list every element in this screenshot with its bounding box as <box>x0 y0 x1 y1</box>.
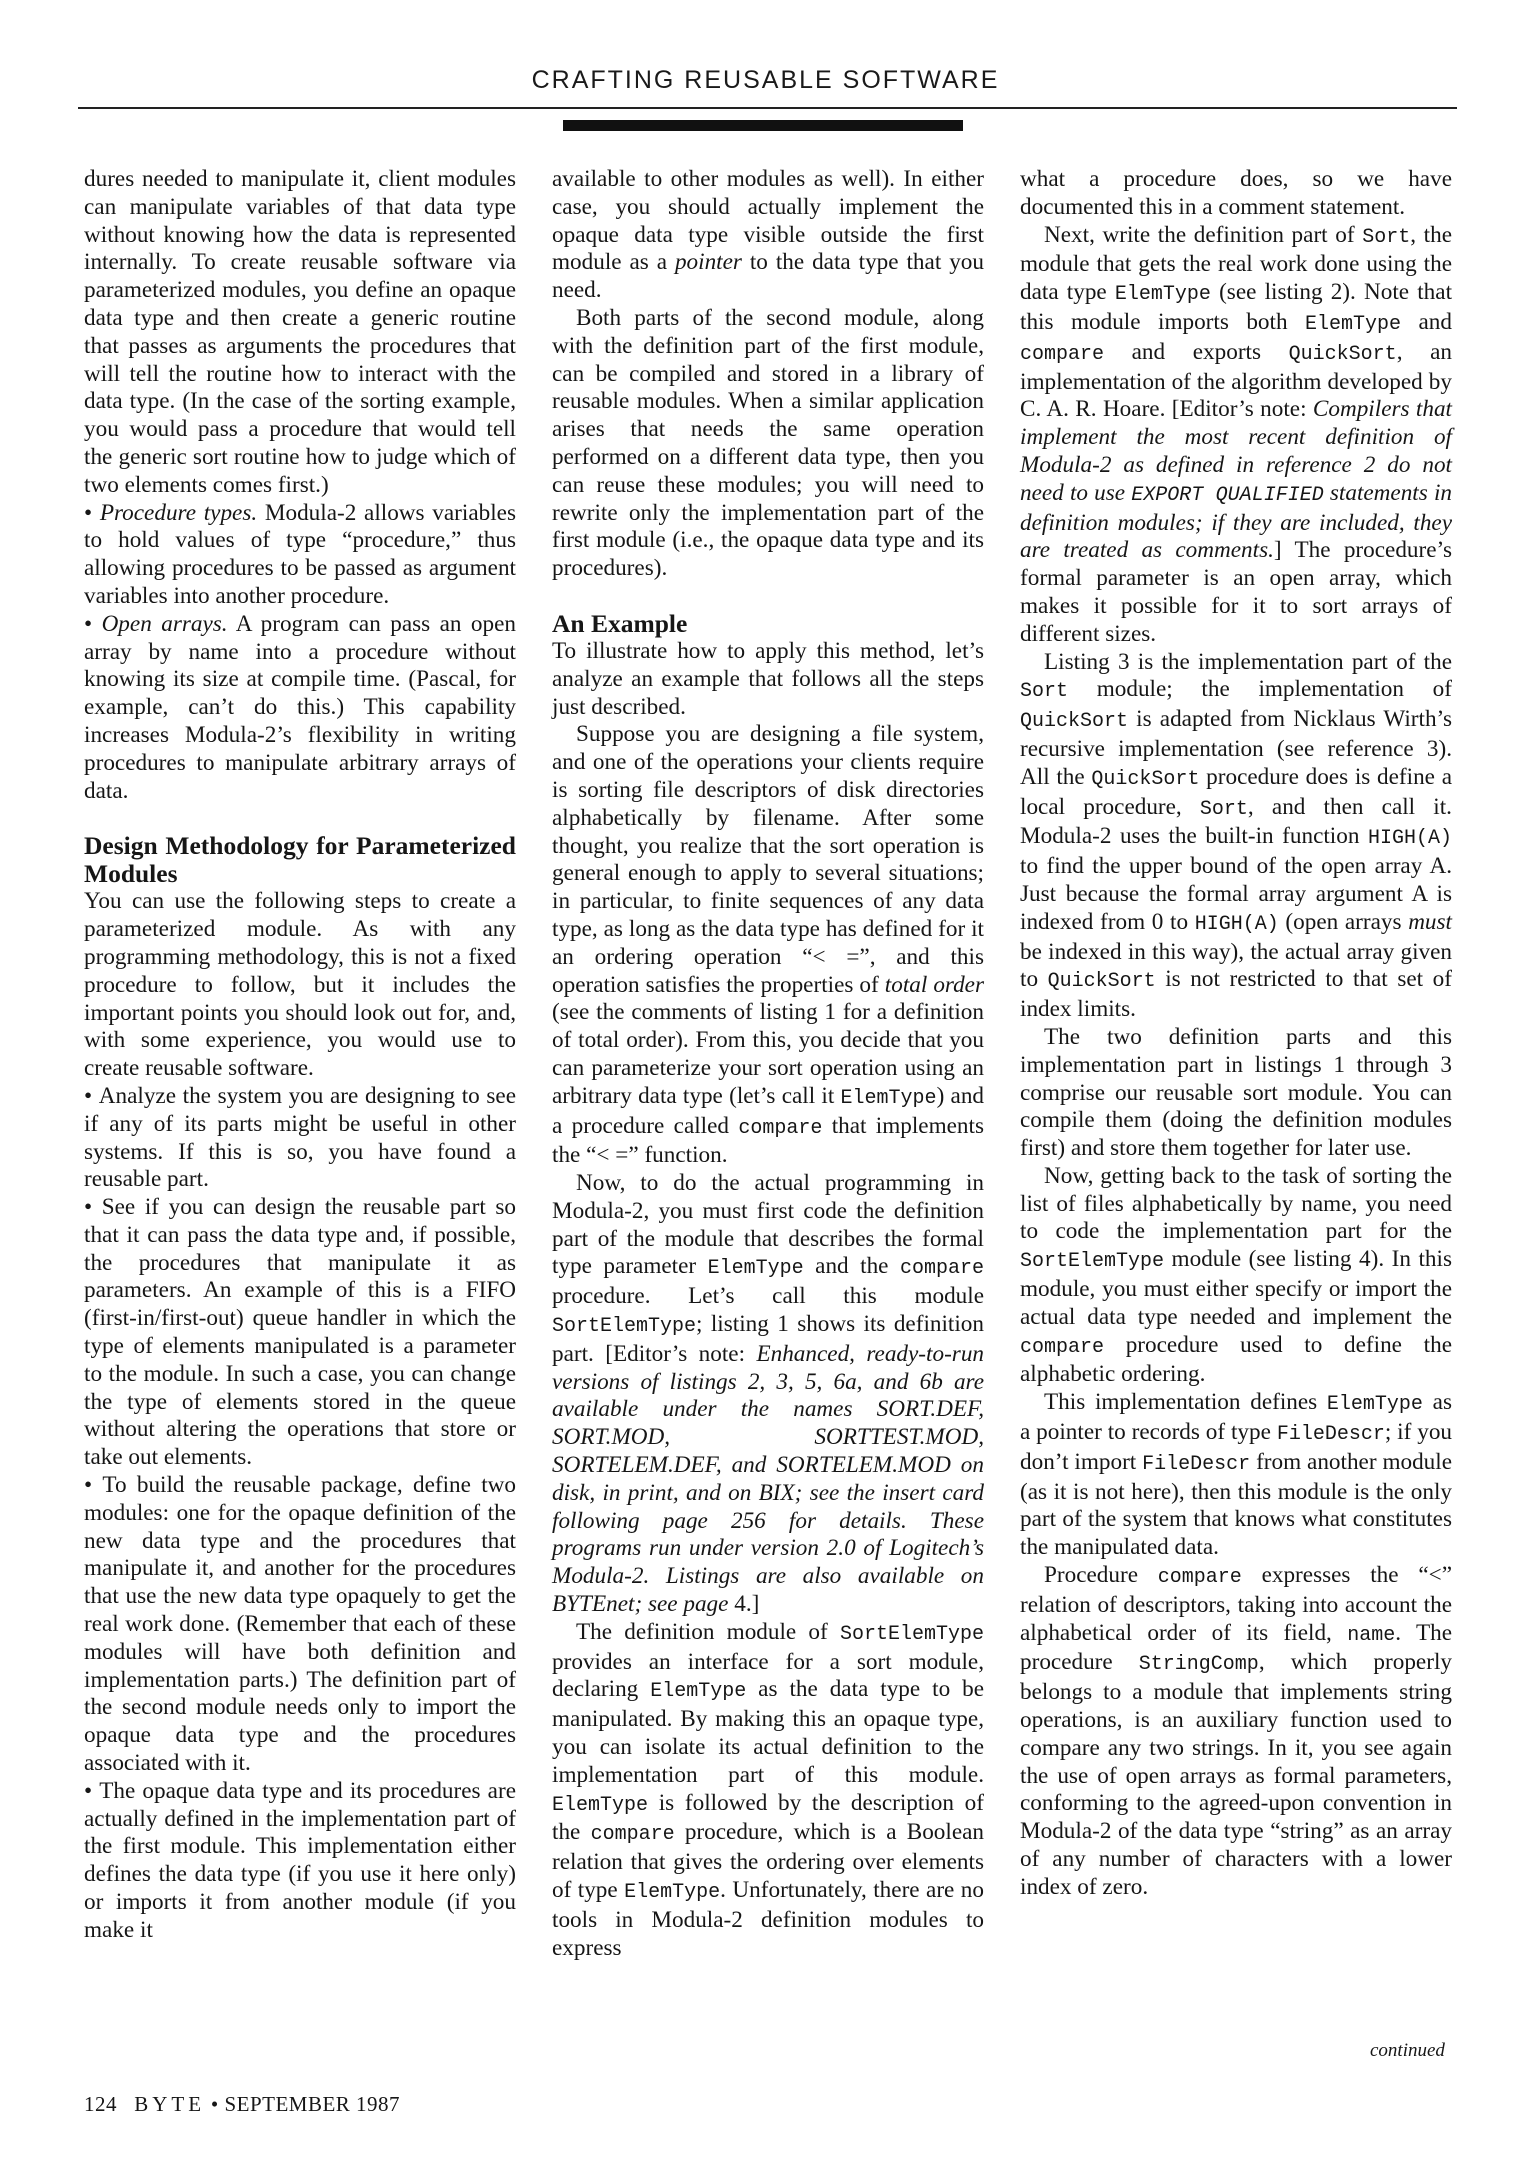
page-number: 124 <box>84 2092 117 2116</box>
continued-label: continued <box>1370 2040 1445 2061</box>
paragraph: You can use the following steps to create a parameterized module. As with any programming methodology, this is not a fixed procedure to follow, but it includes the important points you should look out for, and, with some experience, you would use to create reusable software. <box>84 888 516 1082</box>
magazine-name: BYTE <box>134 2092 206 2116</box>
bullet-item: • To build the reusable package, define two modules: one for the opaque definition of the new data type and the procedures that manipulate it, and another for the procedures that use the new data type opaquely to get the real work done. (Remember that each of these modules will have both definition and implementation parts.) The definition part of the second module needs only to import the opaque data type and the procedures associated with it. <box>84 1472 516 1778</box>
paragraph: Next, write the definition part of Sort, the module that gets the real work done using the data type ElemType (see listing 2). Note that this module imports both ElemType and compare and exports QuickSort, an implementation of the algorithm developed by C. A. R. Hoare. [Editor’s note: Compilers that implement the most recent definition of Modula-2 as defined in reference 2 do not need to use EXPORT QUALIFIED statements in definition modules; if they are included, they are treated as comments.] The procedure’s formal parameter is an open array, which makes it possible for it to sort arrays of different sizes. <box>1020 221 1453 647</box>
bullet-icon <box>84 1194 102 1220</box>
paragraph: To illustrate how to apply this method, let’s analyze an example that follows all the steps just described. <box>552 637 984 720</box>
column-2 <box>552 166 984 1962</box>
bullet-icon <box>84 500 100 526</box>
section-heading: An Example <box>552 608 688 638</box>
page-footer: 124 BYTE • SEPTEMBER 1987 <box>84 2092 401 2116</box>
bullet-icon <box>84 1472 102 1498</box>
header-rule <box>78 107 1457 109</box>
paragraph: Now, getting back to the task of sorting the list of files alphabetically by name, you need to code the implementation part for the SortElemType module (see listing 4). In this module, you must either specify or import the actual data type needed and implement the compare procedure used to define the alphabetic ordering. <box>1020 1162 1452 1388</box>
bullet-item: • The opaque data type and its procedures are actually defined in the implementation part of the first module. This implementation either defines the data type (if you use it here only) or imports it from another module (if you make it <box>84 1778 516 1945</box>
paragraph: Listing 3 is the implementation part of the Sort module; the implementation of QuickSort is adapted from Nicklaus Wirth’s recursive implementation (see reference 3). All the QuickSort procedure does is define a local procedure, Sort, and then call it. Modula-2 uses the built-in function HIGH(A) to find the upper bound of the open array A. Just because the formal array argument A is indexed from 0 to HIGH(A) (open arrays must be indexed in this way), the actual array given to QuickSort is not restricted to that set of index limits. <box>1020 648 1452 1023</box>
bullet-procedure-types: • Procedure types. Modula-2 allows variables to hold values of type “procedure,” thus allowing procedures to be passed as argument variables into another procedure. <box>84 500 516 611</box>
bullet-icon <box>84 611 102 637</box>
bullet-item: • See if you can design the reusable part so that it can pass the data type and, if possible, the procedures that manipulate it as parameters. An example of this is a FIFO (first-in/first-out) queue handler in which the type of elements manipulated is a parameter to the module. In such a case, you can change the type of elements stored in the queue without altering the operations that store or take out elements. <box>84 1194 516 1472</box>
column-1 <box>84 166 516 1945</box>
paragraph: Now, to do the actual programming in Modula-2, you must first code the definition part of the module that describes the formal type parameter ElemType and the compare procedure. Let’s call this module SortElemType; listing 1 shows its definition part. [Editor’s note: Enhanced, ready-to-run versions of listings 2, 3, 5, 6a, and 6b are available under the names SORT.DEF, SORT.MOD, SORTTEST.MOD, SORTELEM.DEF, and SORTELEM.MOD on disk, in print, and on BIX; see the insert card following page 256 for details. These programs run under version 2.0 of Logitech’s Modula-2. Listings are also available on BYTEnet; see page 4.] <box>552 1170 985 1618</box>
paragraph: The definition module of SortElemType provides an interface for a sort module, declaring ElemType as the data type to be manipulated. By making this an opaque type, you can isolate its actual definition to the implementation part of this module. ElemType is followed by the description of the compare procedure, which is a Boolean relation that gives the ordering over elements of type ElemType. Unfortunately, there are no tools in Modula-2 definition modules to express <box>552 1618 985 1961</box>
paragraph: Procedure compare expresses the “<” relation of descriptors, taking into account the alphabetical order of its field, name. The procedure StringComp, which properly belongs to a module that implements string operations, is an auxiliary function used to compare any two strings. In it, you see again the use of open arrays as formal parameters, conforming to the agreed-upon convention in Modula-2 of the data type “string” as an array of any number of characters with a lower index of zero. <box>1020 1562 1452 1900</box>
bullet-item: • Analyze the system you are designing to see if any of its parts might be useful in other systems. If this is so, you have found a reusable part. <box>84 1083 516 1194</box>
paragraph: what a procedure does, so we have documented this in a comment statement. <box>1020 166 1452 220</box>
header-bar <box>563 120 963 131</box>
paragraph: available to other modules as well). In either case, you should actually implement the opaque data type visible outside the first module as a pointer to the data type that you need. <box>552 166 984 304</box>
running-head: CRAFTING REUSABLE SOFTWARE <box>531 66 1000 94</box>
paragraph: dures needed to manipulate it, client modules can manipulate variables of that data type without knowing how the data is represented internally. To create reusable software via parameterized modules, you define an opaque data type and then create a generic routine that passes as arguments the procedures that will tell the routine how to interact with the data type. (In the case of the sorting example, you would pass a procedure that would tell the generic sort routine how to judge which of two elements comes first.) <box>84 166 516 498</box>
bullet-open-arrays: • Open arrays. A program can pass an open array by name into a procedure without knowing its size at compile time. (Pascal, for example, can’t do this.) This capability increases Modula-2’s flexibility in writing procedures to manipulate arbitrary arrays of data. <box>84 611 516 806</box>
issue-date: SEPTEMBER 1987 <box>224 2092 401 2116</box>
paragraph: Suppose you are designing a file system, and one of the operations your clients require is sorting file descriptors of disk directories alphabetically by filename. After some thought, you realize that the sort operation is general enough to apply to several situations; in particular, to finite sequences of any data type, as long as the data type has defined for it an ordering operation “< =”, and this operation satisfies the properties of total order (see the comments of listing 1 for a definition of total order). From this, you decide that you can parameterize your sort operation using an arbitrary data type (let’s call it ElemType) and a procedure called compare that implements the “< =” function. <box>552 721 985 1169</box>
paragraph: Both parts of the second module, along with the definition part of the first module, can be compiled and stored in a library of reusable modules. When a similar application arises that needs the same operation performed on a different data type, then you can reuse these modules; you will need to rewrite only the implementation part of the first module (i.e., the opaque data type and its procedures). <box>552 304 984 582</box>
bullet-icon <box>84 1083 99 1109</box>
paragraph: This implementation defines ElemType as a pointer to records of type FileDescr; if you don’t import FileDescr from another module (as it is not here), then this module is the only part of the system that knows what constitutes the manipulated data. <box>1020 1389 1453 1561</box>
column-3 <box>1020 166 1452 1902</box>
bullet-icon <box>84 1778 99 1804</box>
paragraph: The two definition parts and this implementation part in listings 1 through 3 comprise our reusable sort module. You can compile them (doing the definition modules first) and store them together for later use. <box>1020 1023 1452 1162</box>
section-heading: Design Methodology for Parameterized Modules <box>84 831 516 889</box>
